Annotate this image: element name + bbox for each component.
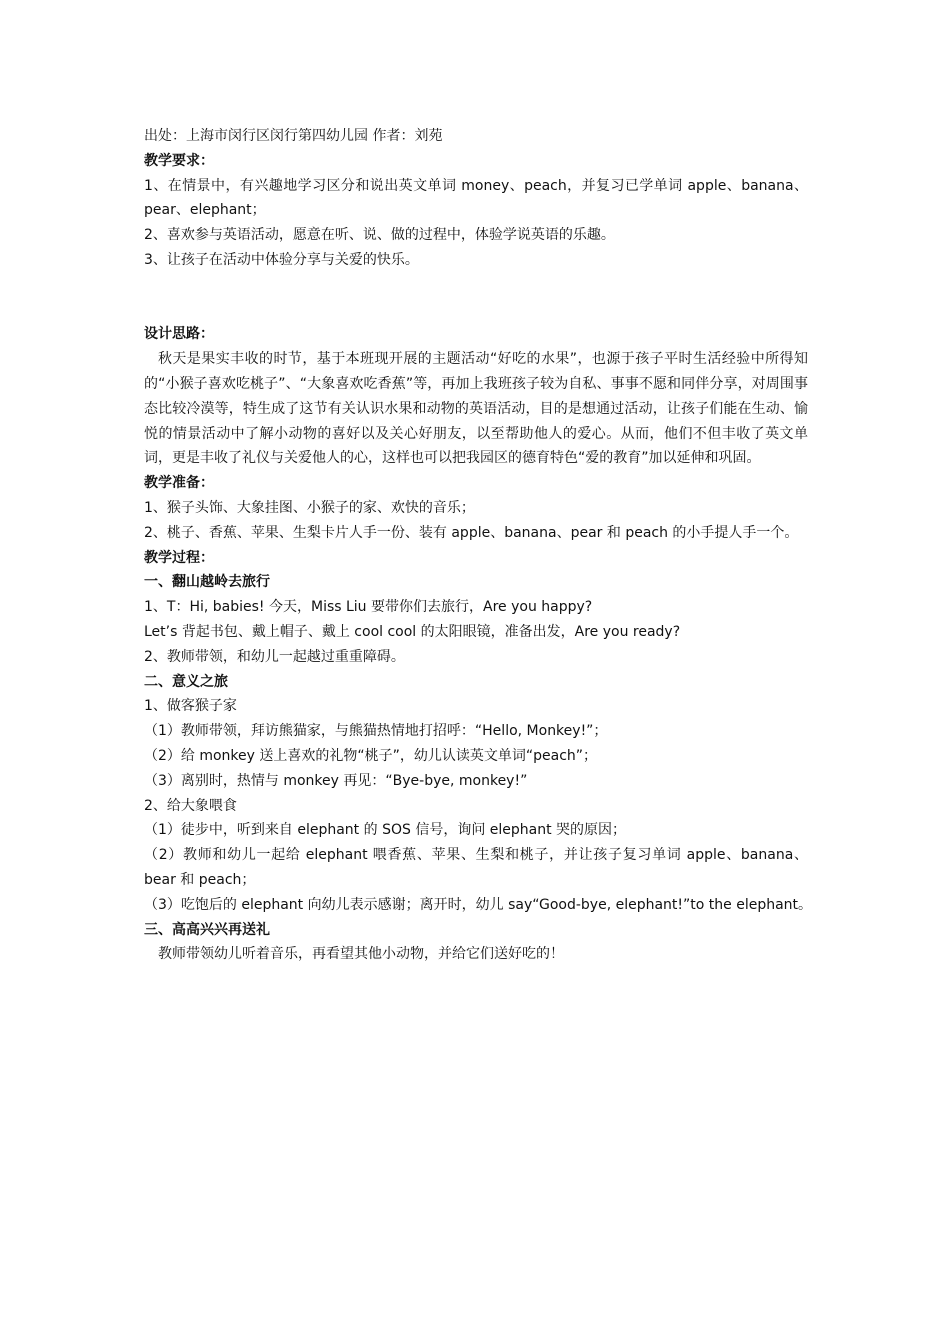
requirement-item: 3、让孩子在活动中体验分享与关爱的快乐。	[144, 251, 419, 268]
design-paragraph: 秋天是果实丰收的时节，基于本班现开展的主题活动“好吃的水果”，也源于孩子平时生活经验中所得知的“小猴子喜欢吃桃子”、“大象喜欢吃香蕉”等，再加上我班孩子较为自私、事事不愿和同伴分享，对周围事态比较冷漠等，特生成了这节有关认识水果和动物的英语活动，目的是想通过活动，让孩子们能在生动、愉悦的情景活动中了解小动物的喜好以及关心好朋友，以至帮助他人的爱心。从而，他们不但丰收了英文单词，更是丰收了礼仪与关爱他人的心，这样也可以把我园区的德育特色“爱的教育”加以延伸和巩固。	[144, 351, 808, 467]
process-line: 2、给大象喂食	[144, 797, 237, 814]
section-heading: 二、意义之旅	[144, 673, 228, 690]
section-heading: 一、翻山越岭去旅行	[144, 574, 270, 591]
process-line: Let’s 背起书包、戴上帽子、戴上 cool cool 的太阳眼镜，准备出发，Are you ready?	[144, 623, 681, 640]
process-line: 教师带领幼儿听着音乐，再看望其他小动物，并给它们送好吃的！	[158, 946, 564, 963]
requirement-item: 1、在情景中，有兴趣地学习区分和说出英文单词 money、peach，并复习已学单词 apple、banana、pear、elephant；	[144, 177, 808, 219]
process-line: （2）给 monkey 送上喜欢的礼物“桃子”，幼儿认读英文单词“peach”；	[144, 747, 598, 764]
process-line: 2、教师带领，和幼儿一起越过重重障碍。	[144, 648, 405, 665]
preparation-item: 1、猴子头饰、大象挂图、小猴子的家、欢快的音乐；	[144, 499, 475, 516]
process-line: 1、做客猴子家	[144, 698, 237, 715]
process-line: （1）教师带领，拜访熊猫家，与熊猫热情地打招呼：“Hello, Monkey!”；	[144, 723, 608, 740]
process-line: 1、T：Hi, babies! 今天，Miss Liu 要带你们去旅行，Are you happy?	[144, 599, 593, 616]
source-line: 出处：上海市闵行区闵行第四幼儿园 作者：刘苑	[144, 128, 443, 144]
section-heading: 三、高高兴兴再送礼	[144, 921, 270, 938]
process-line: （1）徒步中，听到来自 elephant 的 SOS 信号，询问 elephant 哭的原因；	[144, 822, 627, 839]
process-heading: 教学过程：	[144, 549, 214, 566]
requirements-heading: 教学要求：	[144, 152, 214, 169]
preparation-item: 2、桃子、香蕉、苹果、生梨卡片人手一份、装有 apple、banana、pear 和 peach 的小手提人手一个。	[144, 524, 799, 541]
requirement-item: 2、喜欢参与英语活动，愿意在听、说、做的过程中，体验学说英语的乐趣。	[144, 227, 615, 244]
document-page	[144, 124, 813, 967]
blank-space	[144, 273, 808, 323]
process-line: （3）吃饱后的 elephant 向幼儿表示感谢；离开时，幼儿 say“Good-bye, elephant!”to the elephant。	[144, 896, 813, 913]
design-heading: 设计思路：	[144, 326, 214, 343]
process-line: （2）教师和幼儿一起给 elephant 喂香蕉、苹果、生梨和桃子，并让孩子复习单词 apple、banana、bear 和 peach；	[144, 847, 808, 888]
preparation-heading: 教学准备：	[144, 475, 214, 492]
process-line: （3）离别时，热情与 monkey 再见：“Bye-bye, monkey!”	[144, 772, 528, 789]
